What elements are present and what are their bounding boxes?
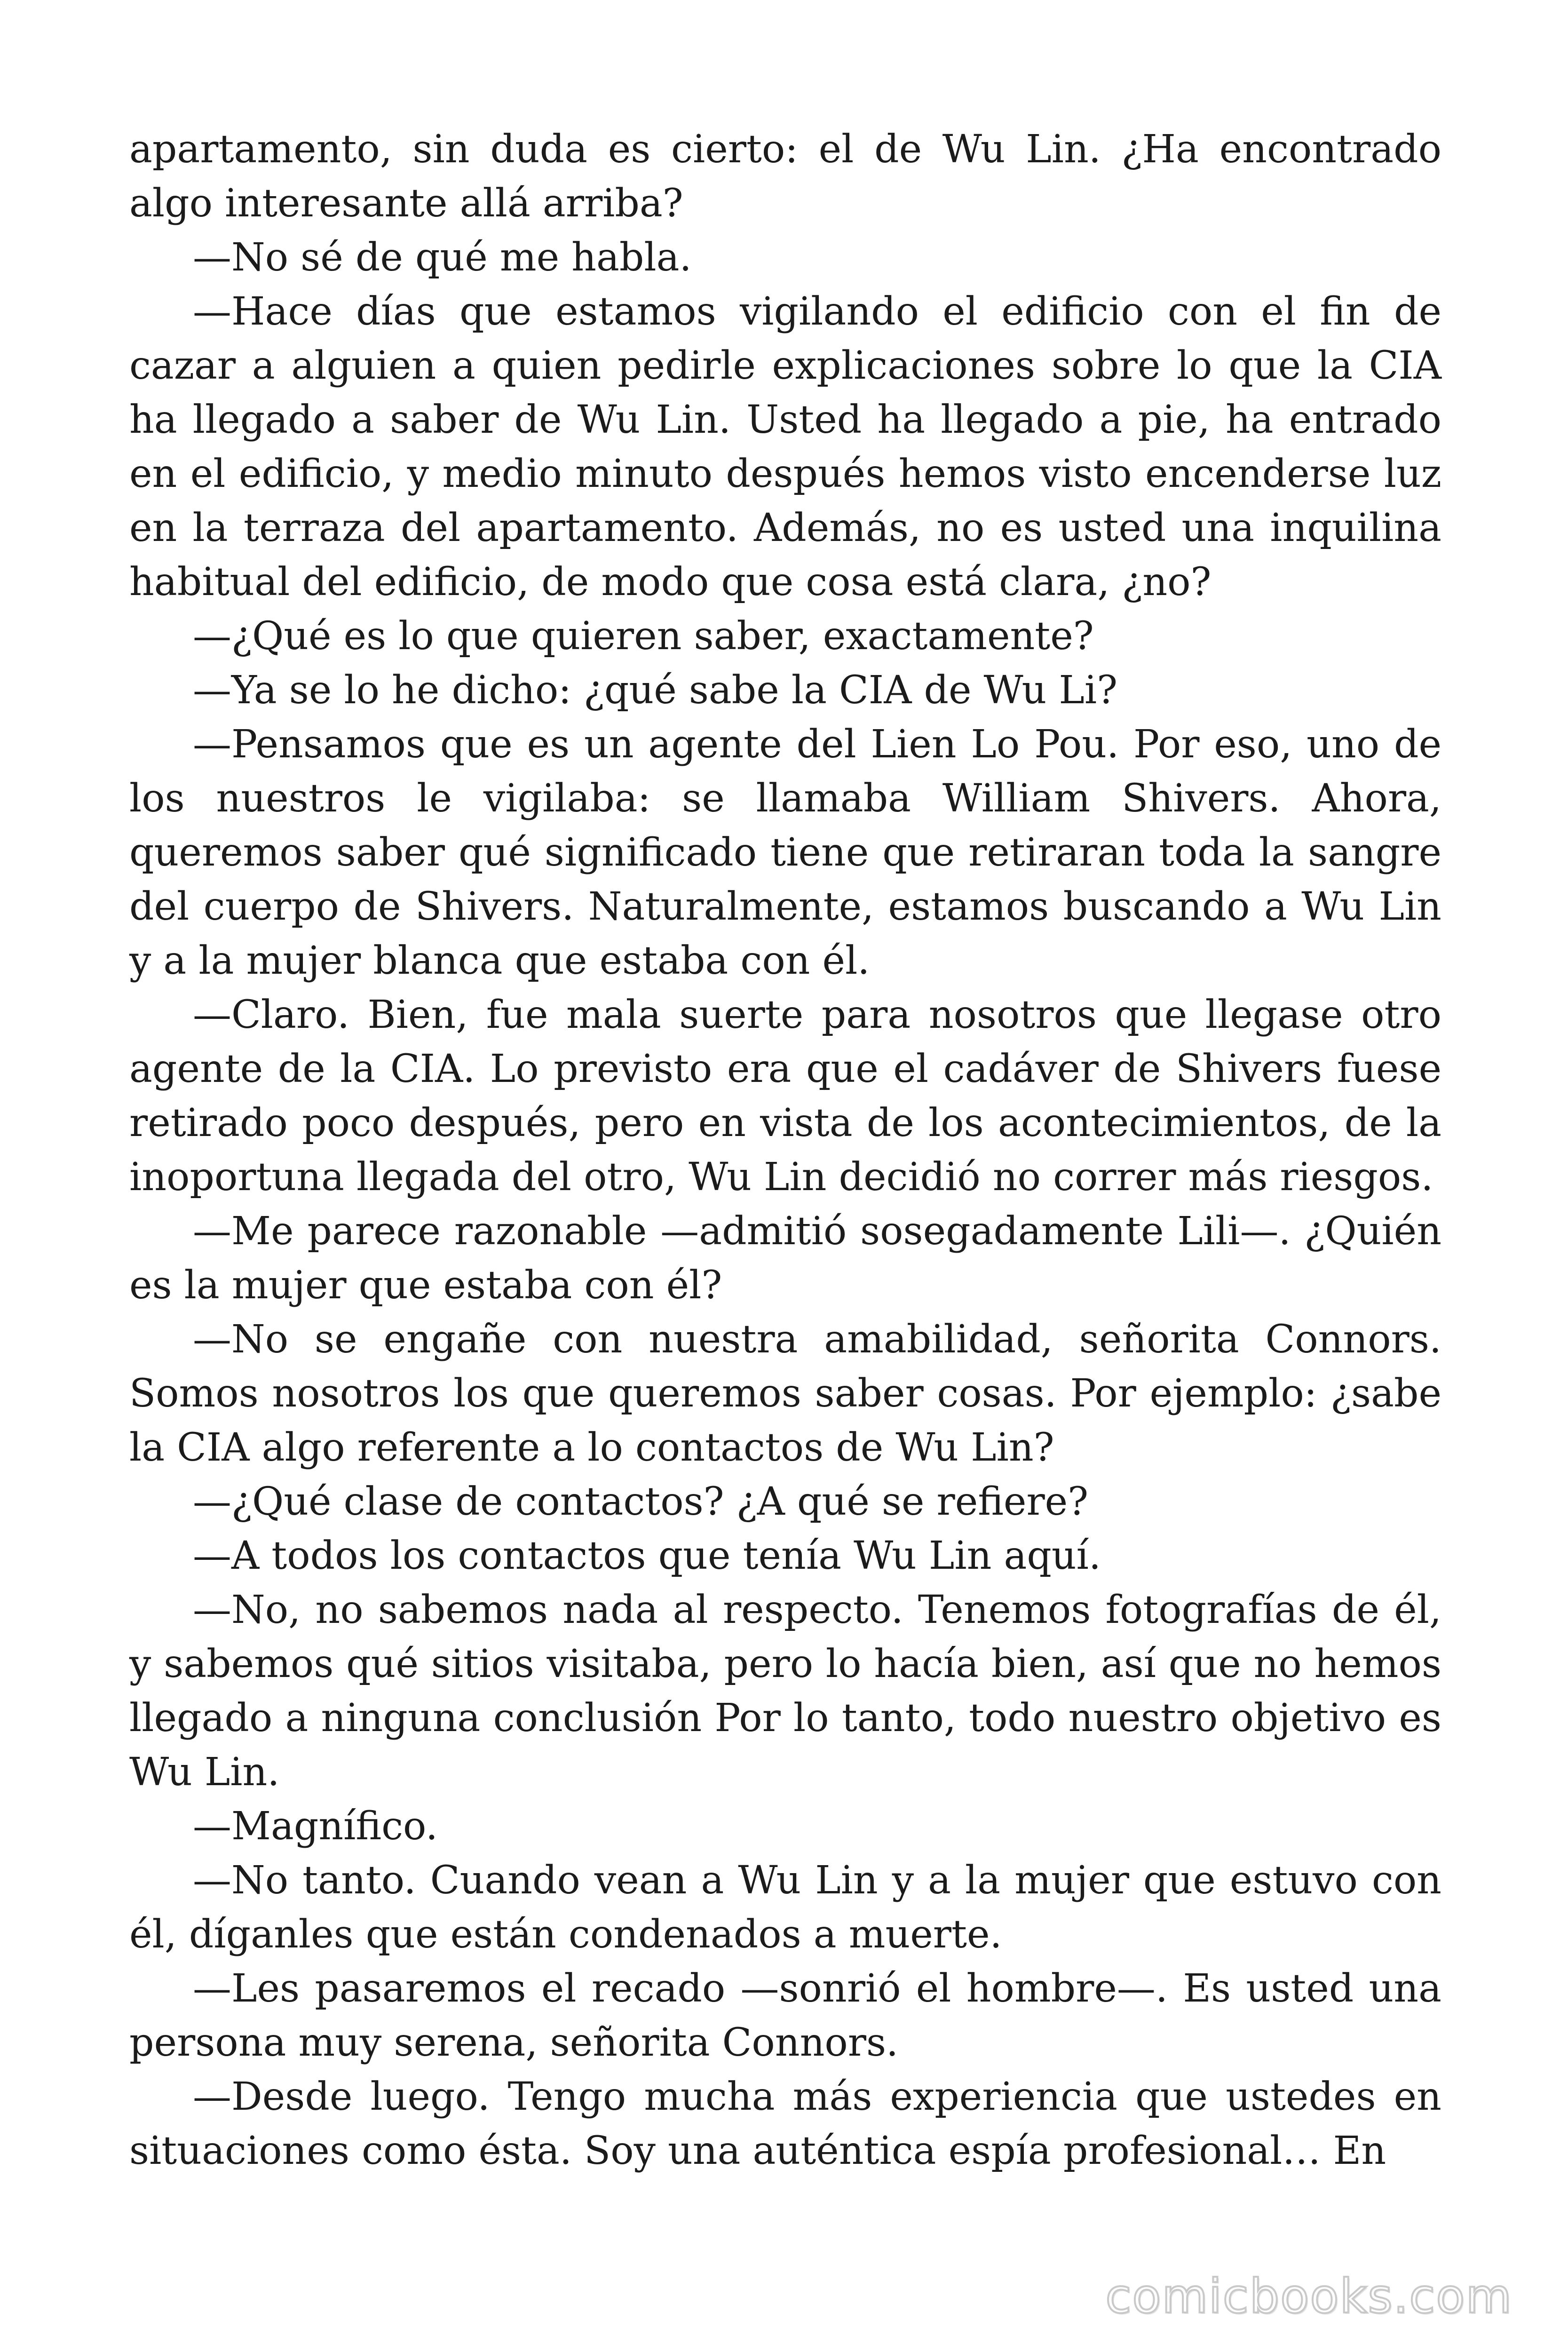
paragraph-13: —Magnífico. [193,1804,438,1849]
paragraph-9: —No se engañe con nuestra amabilidad, señorita Connors. Somos nosotros los que queremos saber cosas. Por ejemplo: ¿sabe la CIA algo referente a lo contactos de Wu Lin? [129,1317,1441,1470]
paragraph-4: —¿Qué es lo que quieren saber, exactamente? [193,614,1094,659]
page-text [129,122,1441,2178]
paragraph-3: —Hace días que estamos vigilando el edificio con el fin de cazar a alguien a quien pedirle explicaciones sobre lo que la CIA ha llegado a saber de Wu Lin. Usted ha llegado a pie, ha entrado en el edificio, y medio minuto después hemos visto encenderse luz en la terraza del apartamento. Además, no es usted una inquilina habitual del edificio, de modo que cosa está clara, ¿no? [129,289,1441,604]
paragraph-2: —No sé de qué me habla. [193,235,692,280]
paragraph-5: —Ya se lo he dicho: ¿qué sabe la CIA de Wu Li? [193,668,1118,713]
paragraph-6: —Pensamos que es un agente del Lien Lo Pou. Por eso, uno de los nuestros le vigilaba: se llamaba William Shivers. Ahora, queremos saber qué significado tiene que retiraran toda la sangre del cuerpo de Shivers. Naturalmente, estamos buscando a Wu Lin y a la mujer blanca que estaba con él. [129,722,1441,983]
paragraph-8: —Me parece razonable —admitió sosegadamente Lili—. ¿Quién es la mujer que estaba con él? [129,1209,1441,1308]
paragraph-11: —A todos los contactos que tenía Wu Lin aquí. [193,1534,1101,1578]
paragraph-14: —No tanto. Cuando vean a Wu Lin y a la mujer que estuvo con él, díganles que están condenados a muerte. [129,1858,1441,1957]
paragraph-16: —Desde luego. Tengo mucha más experiencia que ustedes en situaciones como ésta. Soy una auténtica espía profesional… En [129,2074,1441,2173]
watermark: comicbooks.com [1105,2269,1513,2324]
paragraph-7: —Claro. Bien, fue mala suerte para nosotros que llegase otro agente de la CIA. Lo previsto era que el cadáver de Shivers fuese retirado poco después, pero en vista de los acontecimientos, de la inoportuna llegada del otro, Wu Lin decidió no correr más riesgos. [129,993,1441,1200]
paragraph-1: apartamento, sin duda es cierto: el de Wu Lin. ¿Ha encontrado algo interesante allá arriba? [129,127,1441,226]
paragraph-15: —Les pasaremos el recado —sonrió el hombre—. Es usted una persona muy serena, señorita Connors. [129,1966,1441,2065]
paragraph-12: —No, no sabemos nada al respecto. Tenemos fotografías de él, y sabemos qué sitios visitaba, pero lo hacía bien, así que no hemos llegado a ninguna conclusión Por lo tanto, todo nuestro objetivo es Wu Lin. [129,1588,1441,1795]
paragraph-10: —¿Qué clase de contactos? ¿A qué se refiere? [193,1479,1089,1524]
